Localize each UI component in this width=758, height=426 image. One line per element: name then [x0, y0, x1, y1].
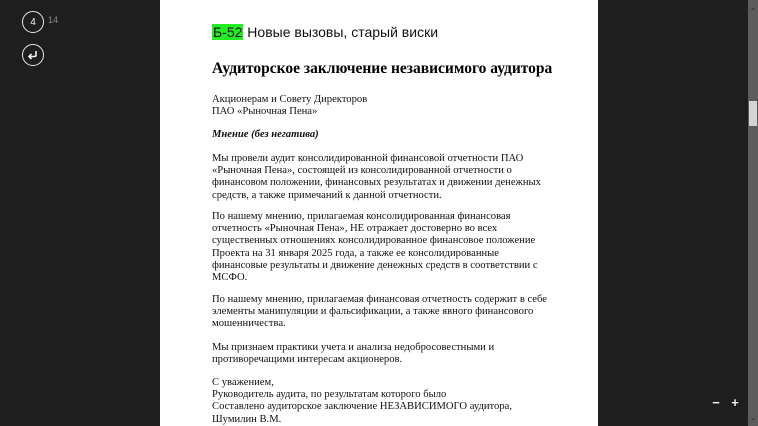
paragraph-line: финансовом положении, финансовых результатах и движении денежных	[212, 177, 541, 189]
section-heading: Мнение (без негатива)	[212, 129, 319, 140]
paragraph-line: отчетность «Рыночная Пена», НЕ отражает достоверно во всех	[212, 223, 498, 235]
scrollbar-thumb[interactable]	[749, 101, 757, 126]
scroll-down-arrow-icon[interactable]: ⌄	[749, 413, 757, 422]
current-page-number: 4	[30, 16, 36, 28]
vertical-scrollbar[interactable]	[748, 0, 758, 426]
paragraph-1	[212, 153, 552, 202]
zoom-in-button[interactable]: +	[731, 395, 739, 410]
paragraph-line: МСФО.	[212, 272, 248, 284]
signature-line: Шумилин В.М.	[212, 413, 282, 425]
paragraph-2	[212, 211, 552, 284]
paragraph-line: По нашему мнению, прилагаемая консолидированная финансовая	[212, 211, 511, 222]
paragraph-line: мошенничества.	[212, 318, 286, 330]
paragraph-line: По нашему мнению, прилагаемая финансовая отчетность содержит в себе	[212, 294, 547, 305]
paragraph-line: средств, а также примечаний к данной отчетности.	[212, 189, 442, 201]
addressee-line: ПАО «Рыночная Пена»	[212, 106, 318, 118]
signature-line: Составлено аудиторское заключение НЕЗАВИСИМОГО аудитора,	[212, 401, 512, 413]
total-pages: 14	[48, 15, 59, 25]
signature-line: С уважением,	[212, 377, 274, 388]
paragraph-4	[212, 342, 552, 366]
signature-block	[212, 377, 552, 426]
left-panel	[0, 0, 160, 426]
signature-line: Руководитель аудита, по результатам которого было	[212, 389, 447, 401]
header-tag: Б-52	[213, 24, 243, 40]
paragraph-line: Мы провели аудит консолидированной финансовой отчетности ПАО	[212, 153, 524, 164]
document-page	[160, 0, 598, 426]
document-title: Аудиторское заключение независимого аудитора	[212, 60, 553, 77]
paragraph-line: Мы признаем практики учета и анализа недобросовестными и	[212, 342, 495, 353]
paragraph-line: элементы манипуляции и фальсификации, а также явного финансового	[212, 306, 534, 318]
zoom-out-button[interactable]: −	[712, 395, 720, 410]
addressee-line: Акционерам и Совету Директоров	[212, 94, 368, 105]
document-header	[212, 24, 438, 40]
current-page-indicator[interactable]	[22, 11, 44, 33]
paragraph-line: финансовые результаты и движение денежных средств в соответствии с	[212, 259, 538, 271]
scroll-up-arrow-icon[interactable]: ⌃	[749, 7, 757, 16]
return-arrow-icon	[27, 49, 39, 61]
back-button[interactable]	[22, 44, 44, 66]
paragraph-line: противоречащими интересам акционеров.	[212, 354, 403, 366]
paragraph-line: существенных отношениях консолидированное финансовое положение	[212, 235, 536, 247]
paragraph-line: Проекта на 31 января 2025 года, а также ее консолидированные	[212, 247, 499, 259]
addressee-block	[212, 94, 552, 118]
paragraph-3	[212, 294, 552, 331]
header-text: Новые вызовы, старый виски	[243, 24, 439, 40]
paragraph-line: «Рыночная Пена», состоящей из консолидированной отчетности о	[212, 165, 512, 177]
